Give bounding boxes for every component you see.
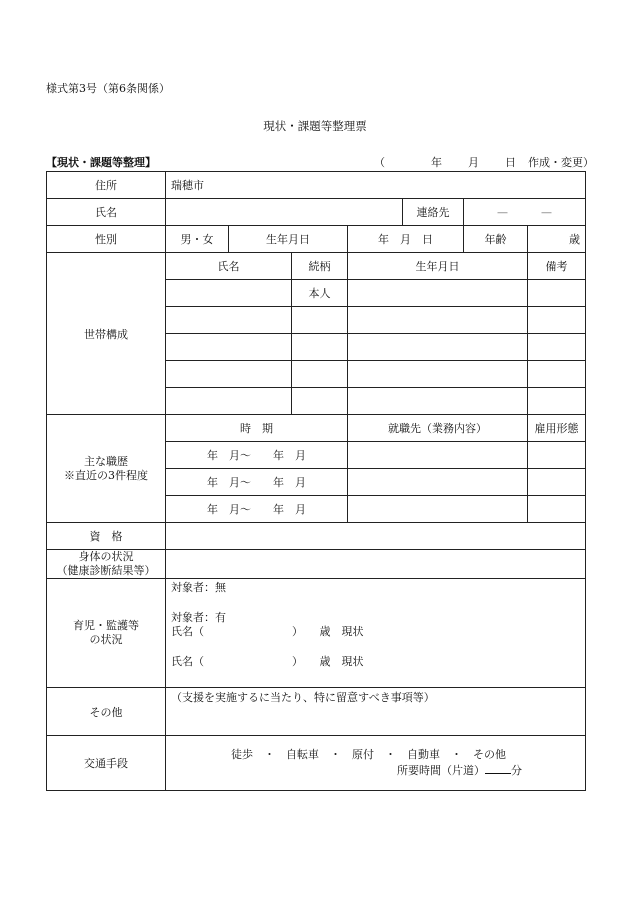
career-type-cell[interactable] — [528, 469, 586, 496]
career-header-employer: 就職先（業務内容） — [348, 415, 528, 442]
health-field[interactable] — [166, 550, 586, 579]
name-label: 氏名 — [47, 199, 166, 226]
date-line — [374, 154, 594, 170]
form-number: 様式第3号（第6条関係） — [46, 82, 170, 95]
care-field[interactable] — [166, 579, 586, 688]
qualifications-row — [47, 523, 586, 550]
household-note-cell[interactable] — [528, 334, 586, 361]
transport-time-label: 所要時間（片道） — [397, 764, 485, 777]
name-field[interactable] — [166, 199, 403, 226]
career-header-row — [47, 415, 586, 442]
sex-row — [47, 226, 586, 253]
status-sheet-table — [46, 171, 586, 791]
birthdate-label: 生年月日 — [229, 226, 348, 253]
household-relation-cell[interactable] — [292, 307, 348, 334]
health-row — [47, 550, 586, 579]
care-person-line: 氏名（ ） 歳 現状 — [171, 655, 364, 668]
qualifications-label: 資 格 — [47, 523, 166, 550]
section-label: 【現状・課題等整理】 — [46, 156, 156, 169]
health-label — [47, 550, 166, 579]
document-title: 現状・課題等整理票 — [263, 119, 367, 133]
household-note-cell[interactable] — [528, 388, 586, 415]
care-label-main: 育児・監護等 — [73, 619, 139, 632]
household-relation-cell[interactable] — [292, 388, 348, 415]
other-field[interactable] — [166, 688, 586, 736]
household-name-cell[interactable] — [166, 334, 292, 361]
transport-time-unit: 分 — [511, 764, 522, 777]
contact-field[interactable]: — — — [464, 199, 586, 226]
career-period-cell[interactable]: 年 月～ 年 月 — [166, 469, 348, 496]
sex-label: 性別 — [47, 226, 166, 253]
household-note-cell[interactable] — [528, 361, 586, 388]
career-type-cell[interactable] — [528, 496, 586, 523]
date-month: 月 — [468, 156, 479, 169]
household-header-name: 氏名 — [166, 253, 292, 280]
transport-field[interactable] — [166, 736, 586, 791]
health-label-main: 身体の状況 — [78, 550, 134, 563]
household-header-note: 備考 — [528, 253, 586, 280]
date-open: （ — [374, 156, 385, 169]
transport-time-blank[interactable] — [485, 762, 511, 774]
address-field[interactable]: 瑞穂市 — [166, 172, 586, 199]
household-header-row — [47, 253, 586, 280]
household-relation-cell[interactable] — [292, 334, 348, 361]
household-name-cell[interactable] — [166, 361, 292, 388]
transport-time — [171, 762, 580, 778]
birthdate-field[interactable]: 年 月 日 — [348, 226, 464, 253]
qualifications-field[interactable] — [166, 523, 586, 550]
household-header-relation: 続柄 — [292, 253, 348, 280]
household-birth-cell[interactable] — [348, 388, 528, 415]
household-note-cell[interactable] — [528, 307, 586, 334]
address-row — [47, 172, 586, 199]
health-label-note: （健康診断結果等） — [56, 564, 156, 577]
household-birth-cell[interactable] — [348, 307, 528, 334]
career-employer-cell[interactable] — [348, 469, 528, 496]
household-note-cell[interactable] — [528, 280, 586, 307]
career-label-main: 主な職歴 — [84, 454, 128, 468]
address-label: 住所 — [47, 172, 166, 199]
career-header-period: 時 期 — [166, 415, 348, 442]
household-name-cell[interactable] — [166, 280, 292, 307]
other-note: （支援を実施するに当たり、特に留意すべき事項等） — [171, 691, 435, 704]
care-label-sub: の状況 — [89, 633, 123, 646]
household-birth-cell[interactable] — [348, 361, 528, 388]
household-birth-cell[interactable] — [348, 334, 528, 361]
care-none-line: 対象者：無 — [171, 581, 226, 594]
care-person-line: 氏名（ ） 歳 現状 — [171, 625, 364, 638]
transport-options: 徒歩 ・ 自転車 ・ 原付 ・ 自動車 ・ その他 — [231, 748, 506, 761]
care-some-line: 対象者：有 — [171, 611, 226, 624]
career-period-cell[interactable]: 年 月～ 年 月 — [166, 442, 348, 469]
other-label: その他 — [47, 688, 166, 736]
career-type-cell[interactable] — [528, 442, 586, 469]
age-field[interactable]: 歳 — [528, 226, 586, 253]
name-row — [47, 199, 586, 226]
care-label — [47, 579, 166, 688]
household-header-birthdate: 生年月日 — [348, 253, 528, 280]
date-day: 日 — [505, 156, 516, 169]
career-employer-cell[interactable] — [348, 442, 528, 469]
date-action: 作成・変更） — [528, 156, 594, 169]
career-employer-cell[interactable] — [348, 496, 528, 523]
care-row — [47, 579, 586, 688]
household-relation-cell[interactable]: 本人 — [292, 280, 348, 307]
career-header-type: 雇用形態 — [528, 415, 586, 442]
household-name-cell[interactable] — [166, 307, 292, 334]
household-birth-cell[interactable] — [348, 280, 528, 307]
age-label: 年齢 — [464, 226, 528, 253]
career-label-note: ※直近の3件程度 — [64, 468, 148, 482]
career-period-cell[interactable]: 年 月～ 年 月 — [166, 496, 348, 523]
other-row — [47, 688, 586, 736]
contact-label: 連絡先 — [403, 199, 464, 226]
household-label: 世帯構成 — [47, 253, 166, 415]
transport-label: 交通手段 — [47, 736, 166, 791]
transport-row — [47, 736, 586, 791]
sex-field[interactable]: 男・女 — [166, 226, 229, 253]
household-name-cell[interactable] — [166, 388, 292, 415]
household-relation-cell[interactable] — [292, 361, 348, 388]
date-year: 年 — [431, 156, 442, 169]
career-label — [47, 415, 166, 523]
